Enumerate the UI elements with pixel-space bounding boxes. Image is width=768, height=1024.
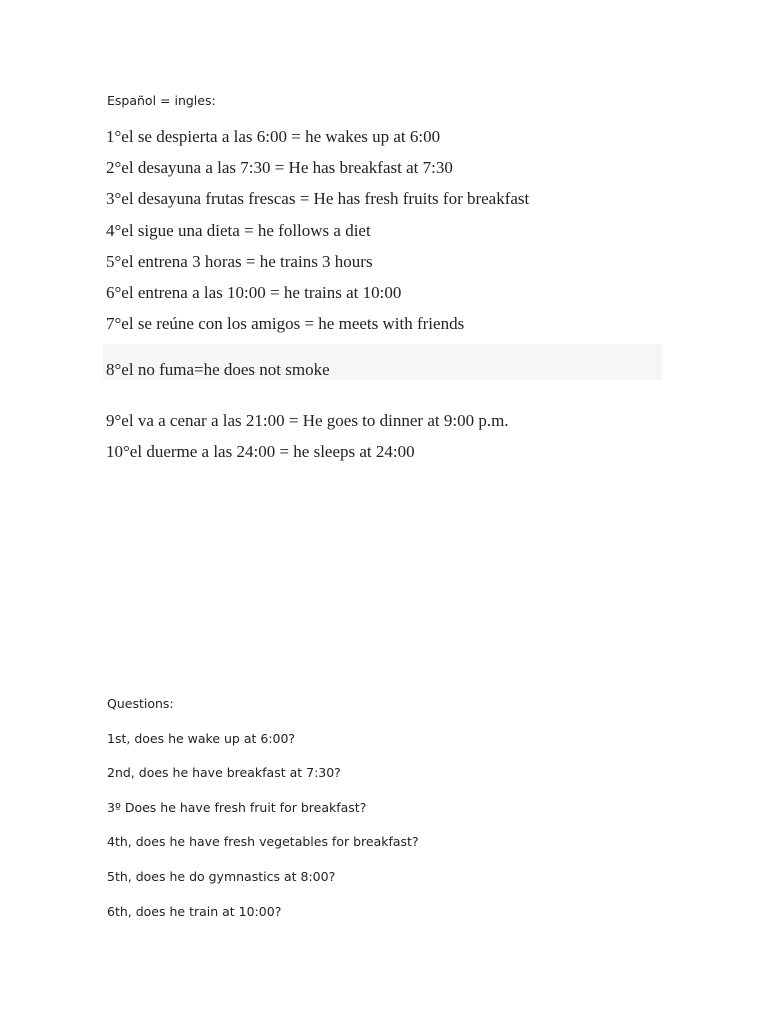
sentence-line: 3°el desayuna frutas frescas = He has fresh fruits for breakfast [106, 189, 530, 208]
sentence-line: 2°el desayuna a las 7:30 = He has breakfast at 7:30 [106, 158, 453, 177]
question-item: 5th, does he do gymnastics at 8:00? [107, 869, 336, 884]
sentence-line: 5°el entrena 3 horas = he trains 3 hours [106, 252, 373, 271]
sentence-line: 7°el se reúne con los amigos = he meets with friends [106, 314, 465, 333]
questions-title: Questions: [107, 696, 174, 711]
sentence-line: 4°el sigue una dieta = he follows a diet [106, 221, 371, 240]
sentence-line: 1°el se despierta a las 6:00 = he wakes up at 6:00 [106, 127, 441, 146]
sentence-line-highlighted: 8°el no fuma=he does not smoke [106, 360, 330, 379]
page-heading: Español = ingles: [107, 93, 216, 108]
sentence-line: 9°el va a cenar a las 21:00 = He goes to dinner at 9:00 p.m. [106, 411, 509, 430]
question-item: 4th, does he have fresh vegetables for breakfast? [107, 834, 419, 849]
sentence-line: 6°el entrena a las 10:00 = he trains at 10:00 [106, 283, 402, 302]
question-item: 2nd, does he have breakfast at 7:30? [107, 765, 341, 780]
question-item: 1st, does he wake up at 6:00? [107, 731, 296, 746]
question-item: 3º Does he have fresh fruit for breakfast? [107, 800, 367, 815]
question-item: 6th, does he train at 10:00? [107, 904, 282, 919]
sentence-line: 10°el duerme a las 24:00 = he sleeps at 24:00 [106, 442, 415, 461]
